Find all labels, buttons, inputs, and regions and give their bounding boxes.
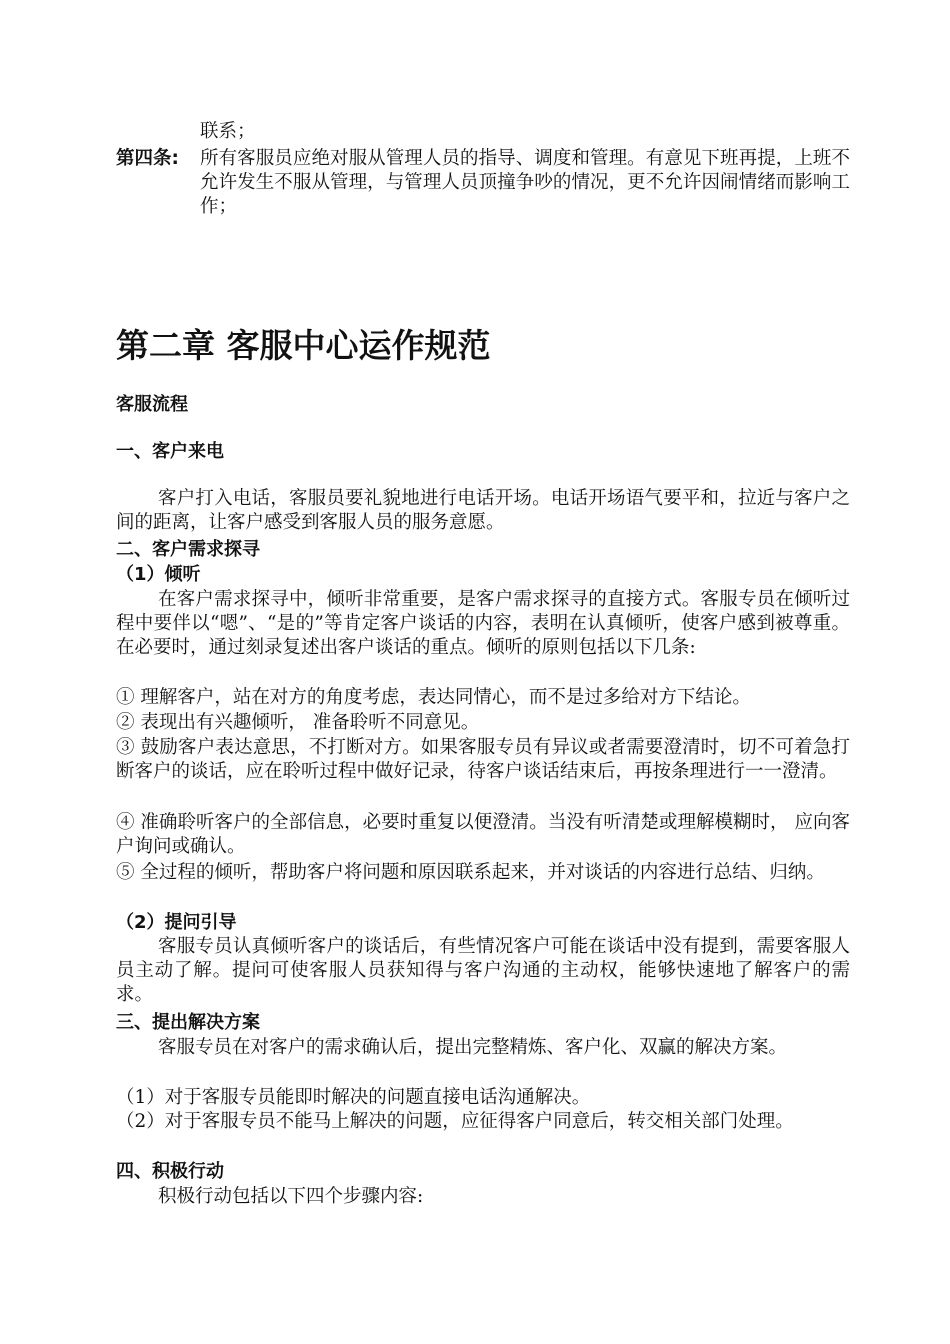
section-title: 客服流程 bbox=[116, 394, 188, 415]
s4-paragraph: 积极行动包括以下四个步骤内容: bbox=[158, 1186, 424, 1207]
list-item: （1）对于客服专员能即时解决的问题直接电话沟通解决。 bbox=[116, 1087, 591, 1108]
list-item: ② 表现出有兴趣倾听， 准备聆听不同意见。 bbox=[116, 712, 480, 733]
s2-heading: 二、客户需求探寻 bbox=[116, 539, 260, 560]
s3-paragraph: 客服专员在对客户的需求确认后，提出完整精炼、客户化、双赢的解决方案。 bbox=[158, 1037, 788, 1058]
s1-paragraph: 客户打入电话，客服员要礼貌地进行电话开场。电话开场语气要平和，拉近与客户之间的距离，让客户感受到客服人员的服务意愿。 bbox=[116, 488, 850, 533]
article-label: 第四条: bbox=[116, 148, 179, 169]
list-item: （2）对于客服专员不能马上解决的问题，应征得客户同意后，转交相关部门处理。 bbox=[116, 1111, 794, 1132]
article-text: 所有客服员应绝对服从管理人员的指导、调度和管理。有意见下班再提，上班不允许发生不服从管理，与管理人员顶撞争吵的情况，更不允许因闹情绪而影响工作； bbox=[200, 148, 850, 217]
s2-paragraph2: 客服专员认真倾听客户的谈话后，有些情况客户可能在谈话中没有提到，需要客服人员主动了解。提问可使客服人员获知得与客户沟通的主动权，能够快速地了解客户的需求。 bbox=[116, 936, 850, 1005]
s2-sub1: （1）倾听 bbox=[116, 564, 201, 585]
s4-heading: 四、积极行动 bbox=[116, 1161, 224, 1182]
s3-heading: 三、提出解决方案 bbox=[116, 1012, 260, 1033]
list-item: ① 理解客户，站在对方的角度考虑，表达同情心，而不是过多给对方下结论。 bbox=[116, 687, 751, 708]
list-item: ④ 准确聆听客户的全部信息，必要时重复以便澄清。当没有听清楚或理解模糊时， 应向客户询问或确认。 bbox=[116, 812, 850, 857]
list-item: ⑤ 全过程的倾听，帮助客户将问题和原因联系起来，并对谈话的内容进行总结、归纳。 bbox=[116, 862, 825, 883]
list-item: ③ 鼓励客户表达意思，不打断对方。如果客服专员有异议或者需要澄清时，切不可着急打断客户的谈话，应在聆听过程中做好记录，待客户谈话结束后，再按条理进行一一澄清。 bbox=[116, 737, 850, 782]
article-4 bbox=[116, 147, 850, 219]
s2-paragraph1: 在客户需求探寻中，倾听非常重要，是客户需求探寻的直接方式。客服专员在倾听过程中要伴以“嗯”、“是的”等肯定客户谈话的内容，表明在认真倾听，使客户感到被尊重。在必要时，通过刻录复述出客户谈话的重点。倾听的原则包括以下几条: bbox=[116, 589, 850, 658]
s2-sub2: （2）提问引导 bbox=[116, 912, 237, 933]
chapter-title: 第二章 客服中心运作规范 bbox=[116, 326, 491, 365]
s1-heading: 一、客户来电 bbox=[116, 441, 224, 462]
continuation-line: 联系； bbox=[200, 121, 256, 142]
